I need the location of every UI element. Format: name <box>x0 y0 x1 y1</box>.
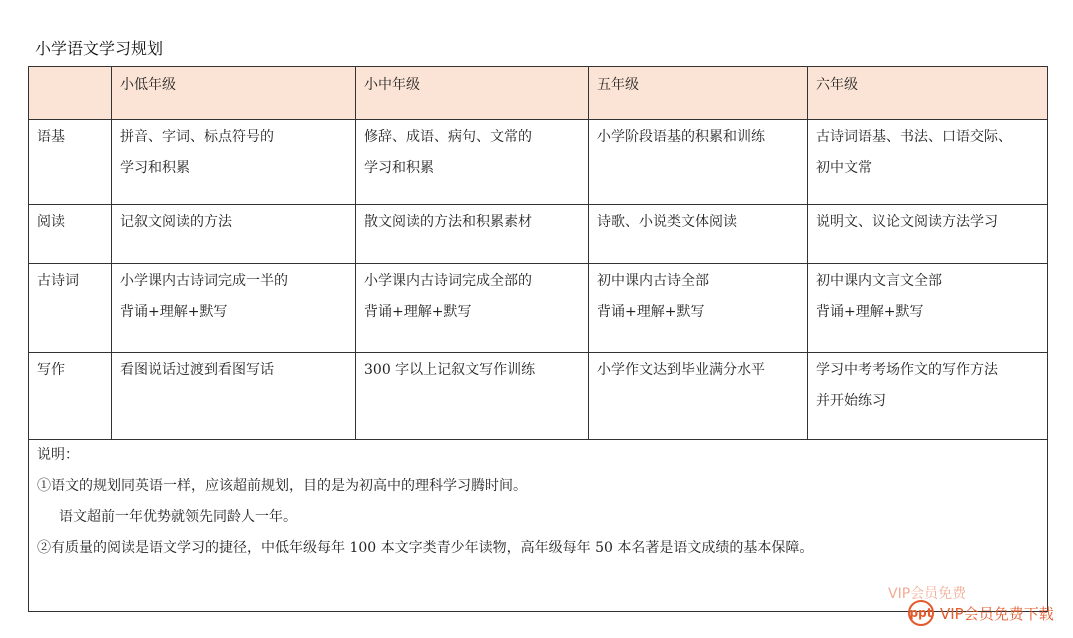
table-row <box>29 264 1048 353</box>
cell-line: 学习和积累 <box>364 160 434 176</box>
row-label: 古诗词 <box>29 264 112 353</box>
header-grade-five: 五年级 <box>589 67 808 120</box>
table-cell <box>112 264 356 353</box>
cell-line: 背诵+理解+默写 <box>597 304 705 320</box>
cell-line: 修辞、成语、病句、文常的 <box>364 129 532 145</box>
cell-line: 300 字以上记叙文写作训练 <box>364 362 536 378</box>
table-cell <box>808 120 1048 205</box>
vip-download-watermark[interactable] <box>908 600 1054 626</box>
cell-line: 背诵+理解+默写 <box>816 304 924 320</box>
cell-line: 古诗词语基、书法、口语交际、 <box>816 129 1012 145</box>
table-cell <box>589 120 808 205</box>
cell-line: 背诵+理解+默写 <box>364 304 472 320</box>
cell-line: 小学阶段语基的积累和训练 <box>597 129 765 145</box>
cell-line: 初中课内古诗全部 <box>597 273 709 289</box>
study-plan-table <box>28 66 1048 612</box>
cell-line: 学习和积累 <box>120 160 190 176</box>
table-cell <box>808 205 1048 264</box>
table-cell <box>356 120 589 205</box>
cell-line: 散文阅读的方法和积累素材 <box>364 214 532 230</box>
cell-line: 记叙文阅读的方法 <box>120 214 232 230</box>
table-cell <box>589 205 808 264</box>
cell-line: 小学课内古诗词完成一半的 <box>120 273 288 289</box>
cell-line: 拼音、字词、标点符号的 <box>120 129 274 145</box>
notes-heading: 说明： <box>37 447 79 463</box>
cell-line: 诗歌、小说类文体阅读 <box>597 214 737 230</box>
cell-line: 初中文常 <box>816 160 872 176</box>
table-row <box>29 205 1048 264</box>
table-cell <box>808 264 1048 353</box>
table-row <box>29 120 1048 205</box>
header-grade-low: 小低年级 <box>112 67 356 120</box>
table-cell <box>589 264 808 353</box>
note-line: 语文超前一年优势就领先同龄人一年。 <box>59 509 297 525</box>
table-cell <box>112 353 356 440</box>
header-corner-cell <box>29 67 112 120</box>
cell-line: 并开始练习 <box>816 393 886 409</box>
row-label: 语基 <box>29 120 112 205</box>
table-cell <box>589 353 808 440</box>
note-line: ②有质量的阅读是语文学习的捷径，中低年级每年 100 本文字类青少年读物，高年级每年 50 本名著是语文成绩的基本保障。 <box>37 540 814 556</box>
cell-line: 小学课内古诗词完成全部的 <box>364 273 532 289</box>
table-cell <box>356 205 589 264</box>
cell-line: 背诵+理解+默写 <box>120 304 228 320</box>
row-label: 写作 <box>29 353 112 440</box>
header-grade-mid: 小中年级 <box>356 67 589 120</box>
cell-line: 学习中考考场作文的写作方法 <box>816 362 998 378</box>
row-label: 阅读 <box>29 205 112 264</box>
header-grade-six: 六年级 <box>808 67 1048 120</box>
vip-download-label: VIP会员免费下载 <box>940 604 1054 623</box>
table-cell <box>112 120 356 205</box>
cell-line: 说明文、议论文阅读方法学习 <box>816 214 998 230</box>
table-cell <box>356 353 589 440</box>
cell-line: 小学作文达到毕业满分水平 <box>597 362 765 378</box>
table-cell <box>808 353 1048 440</box>
note-line: ①语文的规划同英语一样，应该超前规划，目的是为初高中的理科学习腾时间。 <box>37 478 527 494</box>
table-cell <box>356 264 589 353</box>
watermark-partial-text: VIP会员免费 <box>888 586 967 602</box>
ppt-logo-icon: ppt <box>908 600 934 626</box>
table-cell <box>112 205 356 264</box>
document-title: 小学语文学习规划 <box>35 39 164 58</box>
cell-line: 看图说话过渡到看图写话 <box>120 362 274 378</box>
header-row <box>29 67 1048 120</box>
table-row <box>29 353 1048 440</box>
cell-line: 初中课内文言文全部 <box>816 273 942 289</box>
